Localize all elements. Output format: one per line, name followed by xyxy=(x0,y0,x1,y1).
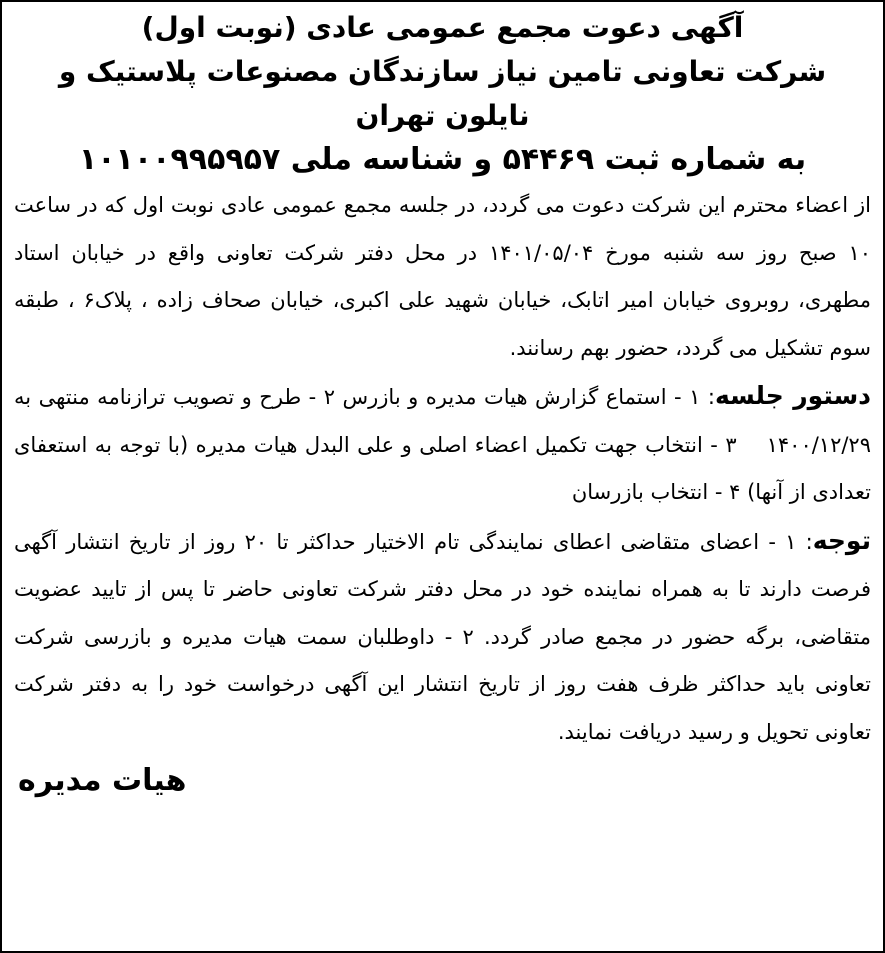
agenda-paragraph xyxy=(14,372,871,517)
agenda-text-part2: ۳ - انتخاب جهت تکمیل اعضاء اصلی و علی البدل هیات مدیره (با توجه به استعفای تعدادی از آنها) ۴ - انتخاب بازرسان xyxy=(14,432,871,504)
board-signature: هیات مدیره xyxy=(18,763,187,798)
note-paragraph xyxy=(14,517,871,757)
agenda-label: دستور جلسه xyxy=(714,381,871,410)
note-text: : ۱ - اعضای متقاضی اعطای نمایندگی تام الاختیار حداکثر تا ۲۰ روز از تاریخ انتشار آگهی فرصت دارند تا به همراه نماینده خود در محل دفتر شرکت تعاونی حاضر تا پس از تایید عضویت متقاضی، برگه حضور در مجمع صادر گردد. ۲ - داوطلبان سمت هیات مدیره و بازرسی شرکت تعاونی باید حداکثر ظرف هفت روز از تاریخ انتشار این آگهی درخواست خود را به دفتر شرکت تعاونی تحویل و رسید دریافت نمایند. xyxy=(14,529,871,744)
note-label: توجه xyxy=(812,525,871,555)
company-name: شرکت تعاونی تامین نیاز سازندگان مصنوعات پلاستیک و نایلون تهران xyxy=(58,55,827,132)
agenda-text-part1: : ۱ - استماع گزارش هیات مدیره و بازرس ۲ - طرح و تصویب ترازنامه منتهی به ۱۴۰۰/۱۲/۲۹ xyxy=(14,385,871,457)
registration-info: به شماره ثبت ۵۴۴۶۹ و شناسه ملی ۱۰۱۰۰۹۹۵۹۵۷ xyxy=(78,142,807,177)
intro-paragraph: از اعضاء محترم این شرکت دعوت می گردد، در جلسه مجمع عمومی عادی نوبت اول که در ساعت ۱۰ صبح روز سه شنبه مورخ ۱۴۰۱/۰۵/۰۴ در محل دفتر شرکت تعاونی واقع در خیابان استاد مطهری، روبروی خیابان امیر اتابک، خیابان شهید علی اکبری، خیابان صحاف زاده ، پلاک۶ ، طبقه سوم تشکیل می گردد، حضور بهم رسانند. xyxy=(14,193,872,360)
notice-title: آگهی دعوت مجمع عمومی عادی (نوبت اول) xyxy=(141,11,744,44)
